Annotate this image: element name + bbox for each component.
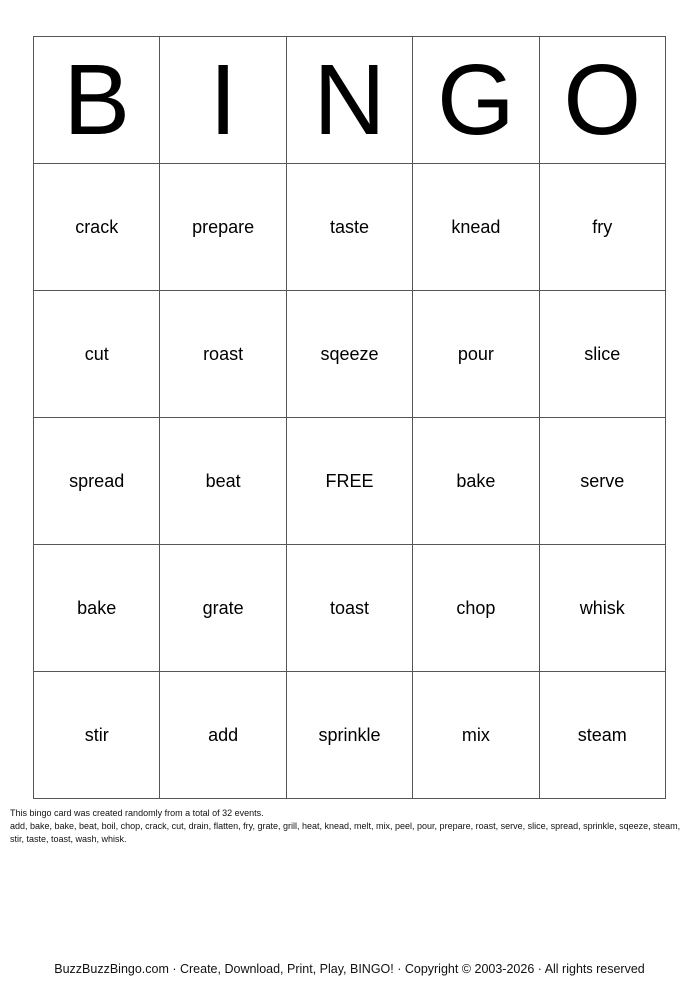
bingo-cell: roast (160, 291, 286, 418)
bingo-row (34, 545, 666, 672)
bingo-header-row (34, 37, 666, 164)
card-info-word-list: add, bake, bake, beat, boil, chop, crack, cut, drain, flatten, fry, grate, grill, heat, knead, melt, mix, peel, pour, prepare, roast, serve, slice, spread, sprinkle, sqeeze, steam, stir, taste, toast, wash, whisk. (10, 821, 681, 844)
bingo-cell: bake (34, 545, 160, 672)
bingo-cell: whisk (539, 545, 665, 672)
bingo-cell: crack (34, 164, 160, 291)
bingo-cell: mix (413, 672, 539, 799)
bingo-row (34, 291, 666, 418)
bingo-cell: toast (286, 545, 412, 672)
card-info (10, 807, 694, 846)
bingo-cell: steam (539, 672, 665, 799)
bingo-cell: beat (160, 418, 286, 545)
bingo-cell: slice (539, 291, 665, 418)
bingo-cell: bake (413, 418, 539, 545)
header-letter-o: O (539, 37, 665, 164)
header-letter-g: G (413, 37, 539, 164)
bingo-cell: cut (34, 291, 160, 418)
header-letter-i: I (160, 37, 286, 164)
bingo-cell: sqeeze (286, 291, 412, 418)
bingo-cell: knead (413, 164, 539, 291)
card-info-summary: This bingo card was created randomly from a total of 32 events. (10, 808, 264, 818)
bingo-row (34, 672, 666, 799)
bingo-cell: prepare (160, 164, 286, 291)
bingo-cell: stir (34, 672, 160, 799)
bingo-cell: sprinkle (286, 672, 412, 799)
header-letter-n: N (286, 37, 412, 164)
free-space-cell: FREE (286, 418, 412, 545)
page-footer: BuzzBuzzBingo.com · Create, Download, Print, Play, BINGO! · Copyright © 2003-2026 · All rights reserved (54, 962, 645, 976)
bingo-cell: fry (539, 164, 665, 291)
bingo-cell: add (160, 672, 286, 799)
bingo-card (33, 36, 666, 799)
bingo-cell: spread (34, 418, 160, 545)
bingo-cell: serve (539, 418, 665, 545)
bingo-cell: chop (413, 545, 539, 672)
bingo-cell: taste (286, 164, 412, 291)
bingo-cell: pour (413, 291, 539, 418)
bingo-row (34, 164, 666, 291)
bingo-cell: grate (160, 545, 286, 672)
bingo-row (34, 418, 666, 545)
header-letter-b: B (34, 37, 160, 164)
